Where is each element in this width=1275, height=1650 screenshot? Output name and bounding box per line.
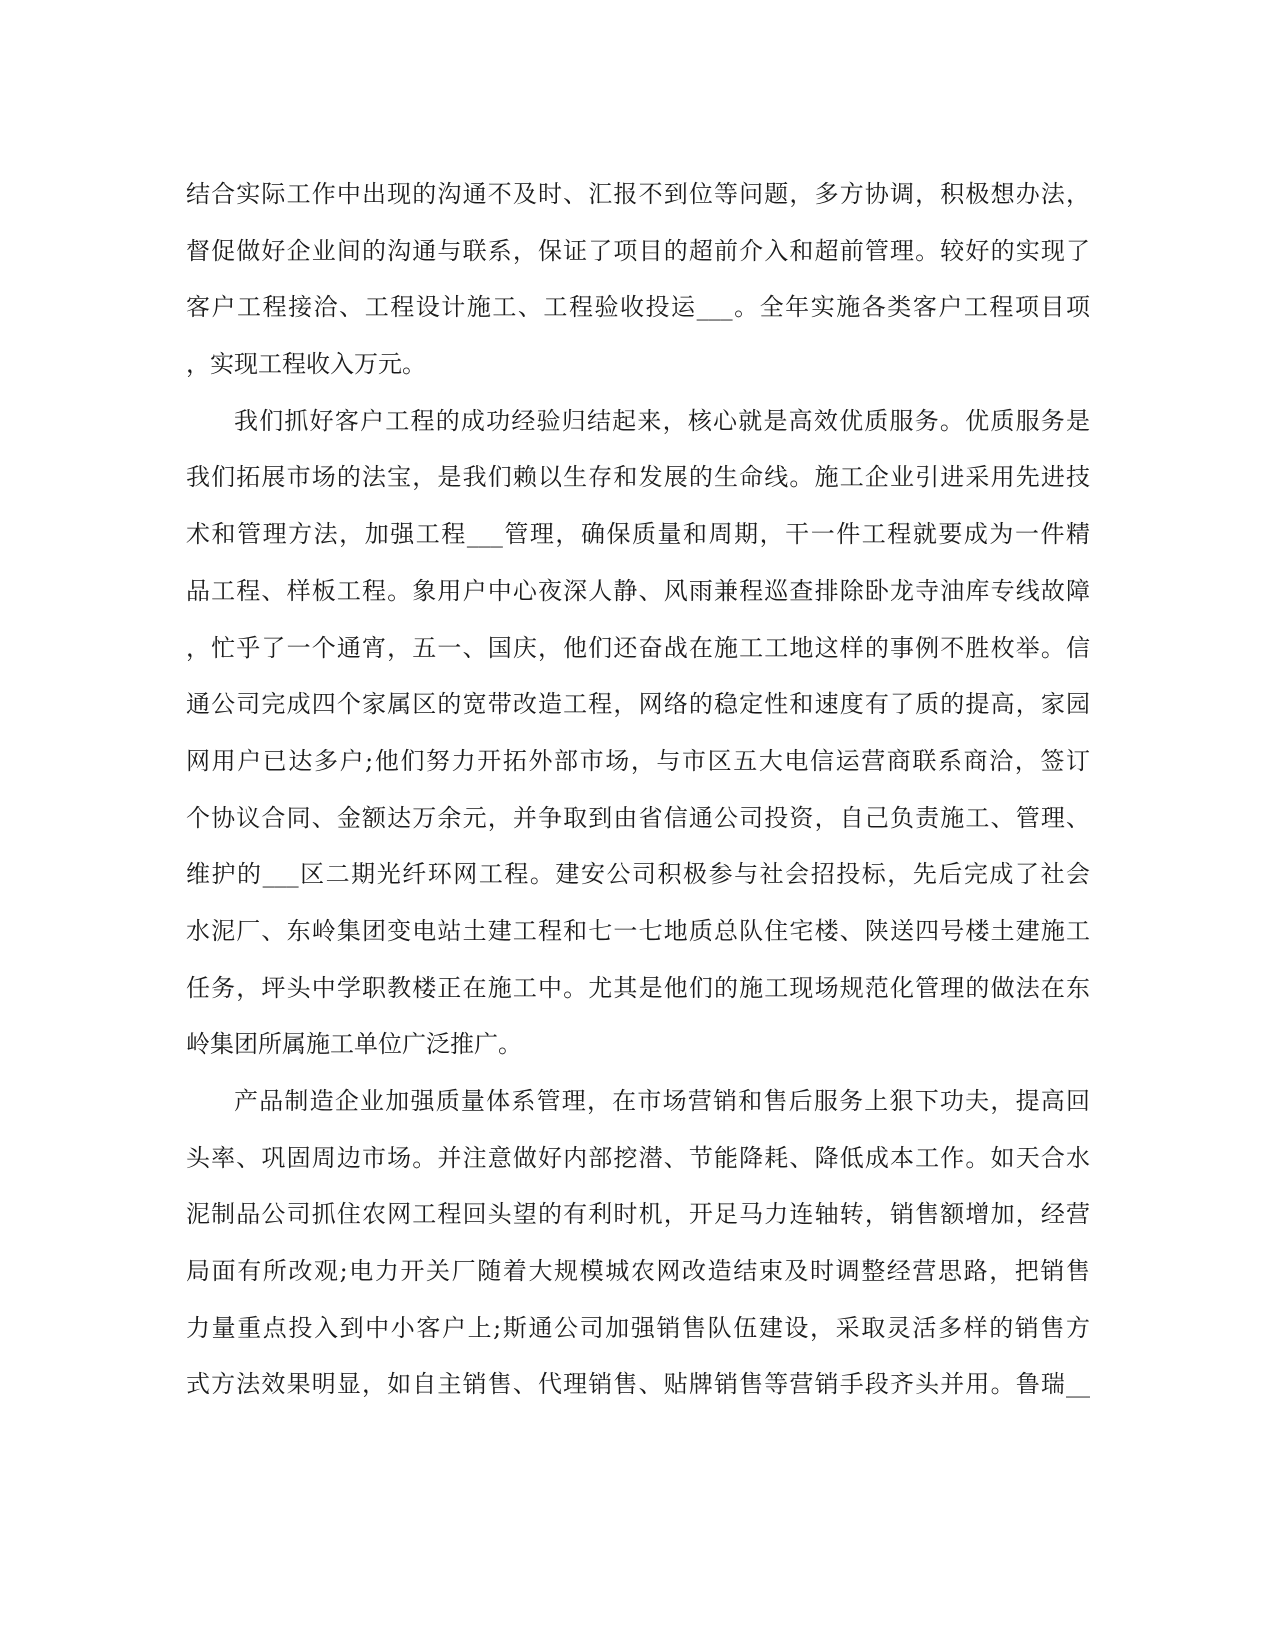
- text-line: 督促做好企业间的沟通与联系，保证了项目的超前介入和超前管理。较好的实现了: [186, 236, 1090, 265]
- text-line: 泥制品公司抓住农网工程回头望的有利时机，开足马力连轴转，销售额增加，经营: [186, 1200, 1090, 1229]
- paragraph-first-line: 我们抓好客户工程的成功经验归结起来，核心就是高效优质服务。优质服务是: [234, 406, 1090, 435]
- text-line: 品工程、样板工程。象用户中心夜深人静、风雨兼程巡查排除卧龙寺油库专线故障: [186, 576, 1090, 605]
- text-line: 我们拓展市场的法宝，是我们赖以生存和发展的生命线。施工企业引进采用先进技: [186, 463, 1090, 492]
- text-line: 力量重点投入到中小客户上;斯通公司加强销售队伍建设，采取灵活多样的销售方: [186, 1313, 1090, 1342]
- body-text: [186, 166, 1090, 1413]
- text-line: 式方法效果明显，如自主销售、代理销售、贴牌销售等营销手段齐头并用。鲁瑞__: [186, 1370, 1090, 1399]
- text-line: 个协议合同、金额达万余元，并争取到由省信通公司投资，自己负责施工、管理、: [186, 803, 1090, 832]
- text-line: 结合实际工作中出现的沟通不及时、汇报不到位等问题，多方协调，积极想办法，: [186, 180, 1090, 208]
- text-line: 局面有所改观;电力开关厂随着大规模城农网改造结束及时调整经营思路，把销售: [186, 1257, 1090, 1286]
- text-line: 客户工程接洽、工程设计施工、工程验收投运___。全年实施各类客户工程项目项: [186, 293, 1090, 322]
- text-line: 通公司完成四个家属区的宽带改造工程，网络的稳定性和速度有了质的提高，家园: [186, 690, 1090, 719]
- text-line: 网用户已达多户;他们努力开拓外部市场，与市区五大电信运营商联系商洽，签订: [186, 746, 1090, 775]
- text-line: 水泥厂、东岭集团变电站土建工程和七一七地质总队住宅楼、陕送四号楼土建施工: [186, 916, 1090, 945]
- text-line: 岭集团所属施工单位广泛推广。: [186, 1030, 522, 1059]
- text-line: 任务，坪头中学职教楼正在施工中。尤其是他们的施工现场规范化管理的做法在东: [186, 973, 1090, 1002]
- text-line: 术和管理方法，加强工程___管理，确保质量和周期，干一件工程就要成为一件精: [186, 520, 1090, 549]
- text-line: 维护的___区二期光纤环网工程。建安公司积极参与社会招投标，先后完成了社会: [186, 860, 1090, 889]
- text-line: 头率、巩固周边市场。并注意做好内部挖潜、节能降耗、降低成本工作。如天合水: [186, 1143, 1090, 1172]
- text-line: ，实现工程收入万元。: [186, 350, 426, 379]
- paragraph-first-line: 产品制造企业加强质量体系管理，在市场营销和售后服务上狠下功夫，提高回: [234, 1087, 1090, 1115]
- text-line: ，忙乎了一个通宵，五一、国庆，他们还奋战在施工工地这样的事例不胜枚举。信: [186, 633, 1090, 662]
